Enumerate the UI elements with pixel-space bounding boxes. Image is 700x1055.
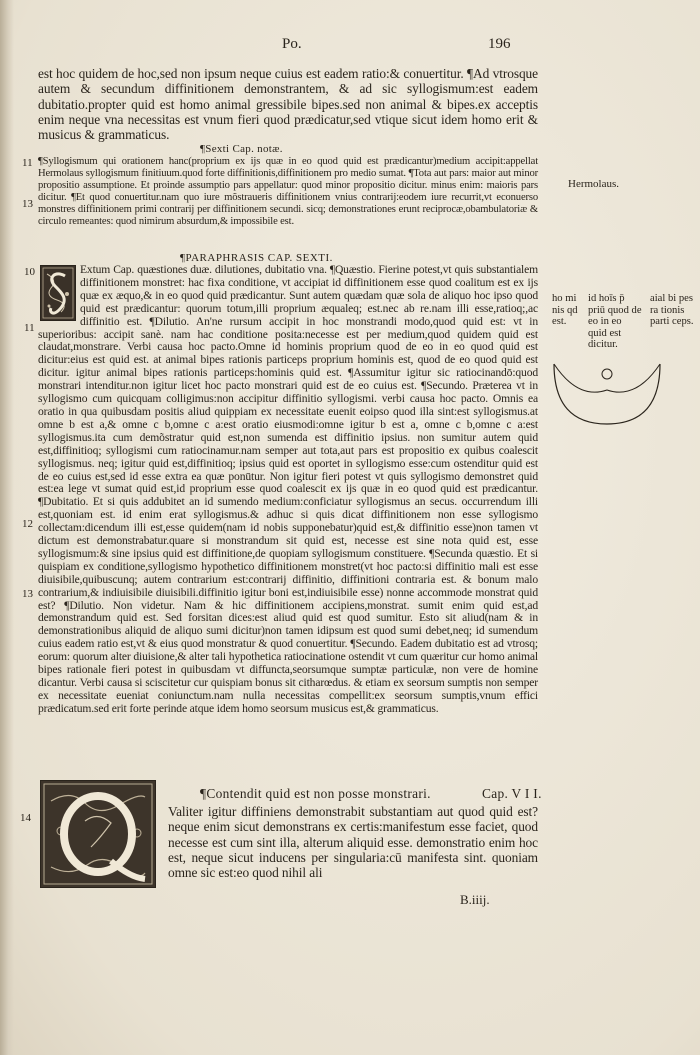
line-number: 13 [22,198,33,210]
margin-note-hermolaus: Hermolaus. [568,178,620,190]
text-block-chapter-7: Valiter igitur diffiniens demonstrabit substantiam aut quod quid est? neque enim sicut demonstrans ex certis:manifestum esse faciet, quod necesse est cum sint illa, alterum aliquid esse. demonstratio enim hoc est, neque sicut inducens per singularia:cū manifesta sint. quoniam omne sic est:eo quod nihil ali [168,804,538,881]
margin-col-animal: aial bi pes ra tionis parti ceps. [650,293,694,328]
margin-col-hominis: ho mi nis qd est. [552,293,578,328]
heading-notae: ¶Sexti Cap. notæ. [200,143,283,155]
chapter-7-title: ¶Contendit quid est non posse monstrari. [200,786,431,801]
chapter-7-label: Cap. V I I. [482,786,542,801]
page-header [0,34,700,56]
folio-number: 196 [488,36,511,52]
line-number: 11 [24,322,35,334]
signature-mark: B.iiij. [460,892,490,907]
text-block-notes: ¶Syllogismum qui orationem hanc(proprium ex ijs quæ in eo quod quid est prædicantur)medium accipit:appellat Hermolaus syllogismum finitiuum.quod forte diffinitionis,diffinitionem pro medio sumat. ¶Tota aut pars: maior aut minor propositio assumptione. Et proinde assumptio pars appellatur: quod minor propositio dicitur. minus enim: maioris pars dicitur. ¶Et quod conuertitur.nam quo iure mõstraueris diffinitionem vnius contrarij:eodem iure recurrit,vt econuerso monstres diffinitionem primi contrarij per diffinitionem secundi. sicq; demonstrationes erunt reciprocæ,obambulatoriæ & circulo remeantes: quod nimirum absurdum,& impossibile est. [38,156,538,227]
text-block-1: est hoc quidem de hoc,sed non ipsum neque cuius est eadem ratio:& conuertitur. ¶Ad vtrosque autem & secundum diffinitionem demonstrantem, & ad sic syllogismum:est eadem dubitatio.propter quid est homo animal gressibile bipes.sed non animal & bipes.ex acceptis enim neque vna necessitas est vnum fieri quod prædicatur,sed vtique sicut idem homo erit & musicus & grammaticus. [38,66,538,143]
syllogism-diagram [552,360,662,428]
drop-cap-q-ornament [40,780,156,888]
line-number: 13 [22,588,33,600]
line-number: 12 [22,518,33,530]
binding-gutter [0,0,14,1055]
heading-paraphrasis: ¶PARAPHRASIS CAP. SEXTI. [180,252,333,264]
margin-col-proprium: id hoīs p̄ priū quod de eo in eo quid est dicitur. [588,293,642,351]
text-block-paraphrasis: Extum Cap. quæstiones duæ. dilutiones, dubitatio vna. ¶Quæstio. Fierine potest,vt quis substantialem diffinitionem monstret: hac fixa conditione, vt accipiat id diffinitionem esse quod coalitum est ex ijs quæ ex æquo,& in eo quod quid prædicantur. Sunt autem quædam quæ sola de aliquo hoc ipso quod quid est prædicantur: quorum totum,illi proprium æqualeq; est.nec ab re.nam illi esse,ratioq;,ac diffinitio est. ¶Dilutio. An'ne rursum accipit in hoc monstrandi modo,quod quid est: vt in superioribus: accipit sanè. nam hac conditione posita:necesse est per medium,quod quidem quid est claudat,monstrare. Verbi causa hoc pacto.Omne id hominis proprium quod de eo in eo quod quid est dicitur:eius est quid est. at animal bipes rationis particeps proprium hominis est, quod de eo quod quid est dicitur. igitur animal bipes rationis particeps:hominis quid est. ¶Assumitur igitur sic ratiocinandō:quod monstrari intenditur.non igitur licet hoc pacto monstrari quid est de eo cuius est. ¶Secundo. Præterea vt in syllogismo cum quicquam colligimus:non accipitur diffinitio syllogismi. verbi causa hoc pacto. Omnis ea oratio in qua quibusdam positis aliud quippiam ex necessitate euenit eoipso quod illa sint:est syllogismus.at omne b est a,& omne c b,omne c a:est oratio eiusmodi:omne igitur b est a, omne c b,omne c a:est syllogismus.ita cum demõstratur quid est,non sumenda est diffinitio ipsius. non sumitur autem quid est,diffinitioq; syllogismi cum ratiocinamur.nam semper aut tota,aut pars est propositio ex quibus coalescit syllogismus. neq; igitur quid est,diffinitioq; ipsius quid est oportet in syllogismo esse:cum ostenditur quid est de eo cuius est,sed id esse extra ea quæ ponūtur. Non igitur fieri potest vt quis syllogismo demonstret quid est:ea lege vt sumat quid est,id proprium esse quod coalescit ex ijs quæ in eo quod quid est prædicantur. ¶Dubitatio. Et si quis addubitet an id sumendo medium:conficiatur syllogismus an secus. occurrendum illi est,quoniam est. id enim erat syllogismus.& adhuc si quis dicat diffinitionem non esse syllogismo collectam:dicendum illi est,esse quidem(nam id nobis supponebatur)quid est,& diffinitio esse)non tamen vt dictum est demonstrabatur.quare si monstrandum sit quid est, necesse est sine nota quid est, esse syllogismum:& sine ipsius quid est diffinitione,de quopiam syllogismum constituere. ¶Secunda quæstio. Et si quispiam ex conditione,syllogismo hypothetico diffinitionem monstret(vt hoc pacto:si diffinitio mali est esse diuisibile,quibuscunq; autem contrarium est:contrarij diffinitio, diffinitioni contraria est. & bonum malo contrarium,& indiuisibile diuisibili.diffinitio igitur boni est,indiuisibile esse) nonne accommode monstrat quid est? ¶Dilutio. Non videtur. Nam & hic diffinitionem accipiens,monstrat. sumit enim quid est,ad demonstrandum quid est. Sed forsitan dices:est aliud quid est quod sumitur. Esto sit aliud(nam & in demonstrationibus aliquid de aliquo sumi dicitur)non tamen idipsum est quod sumi debet,neq; id sumendum cuius eadem ratio est,vt & eius quod monstratur & quod conuertitur. ¶Secundo. Eadem dubitatio est ad vtrosq; eorum: quorum alter diuisione,& alter tali hypothetica ratiocinatione ostendit vt cum quæritur cur homo animal bipes rationale fieri potest in quibusdam vt diffuncta,seorsumque sumptæ particulæ, non vere de homine dicantur. Verbi causa si sciscitetur cur quispiam bonus sit citharœdus. & etiam ex seorsum sumptis non semper ex necessitate eueniat coniunctum.nam nulla necessitas compellit:ex seorsum sumptis,vnum effici prædicatum.sed erit forte perinde atque idem homo seorsum musicus est,& grammaticus. [38,263,538,715]
line-number: 11 [22,157,33,169]
line-number: 10 [24,266,35,278]
line-number: 14 [20,812,31,824]
running-head: Po. [282,36,302,52]
